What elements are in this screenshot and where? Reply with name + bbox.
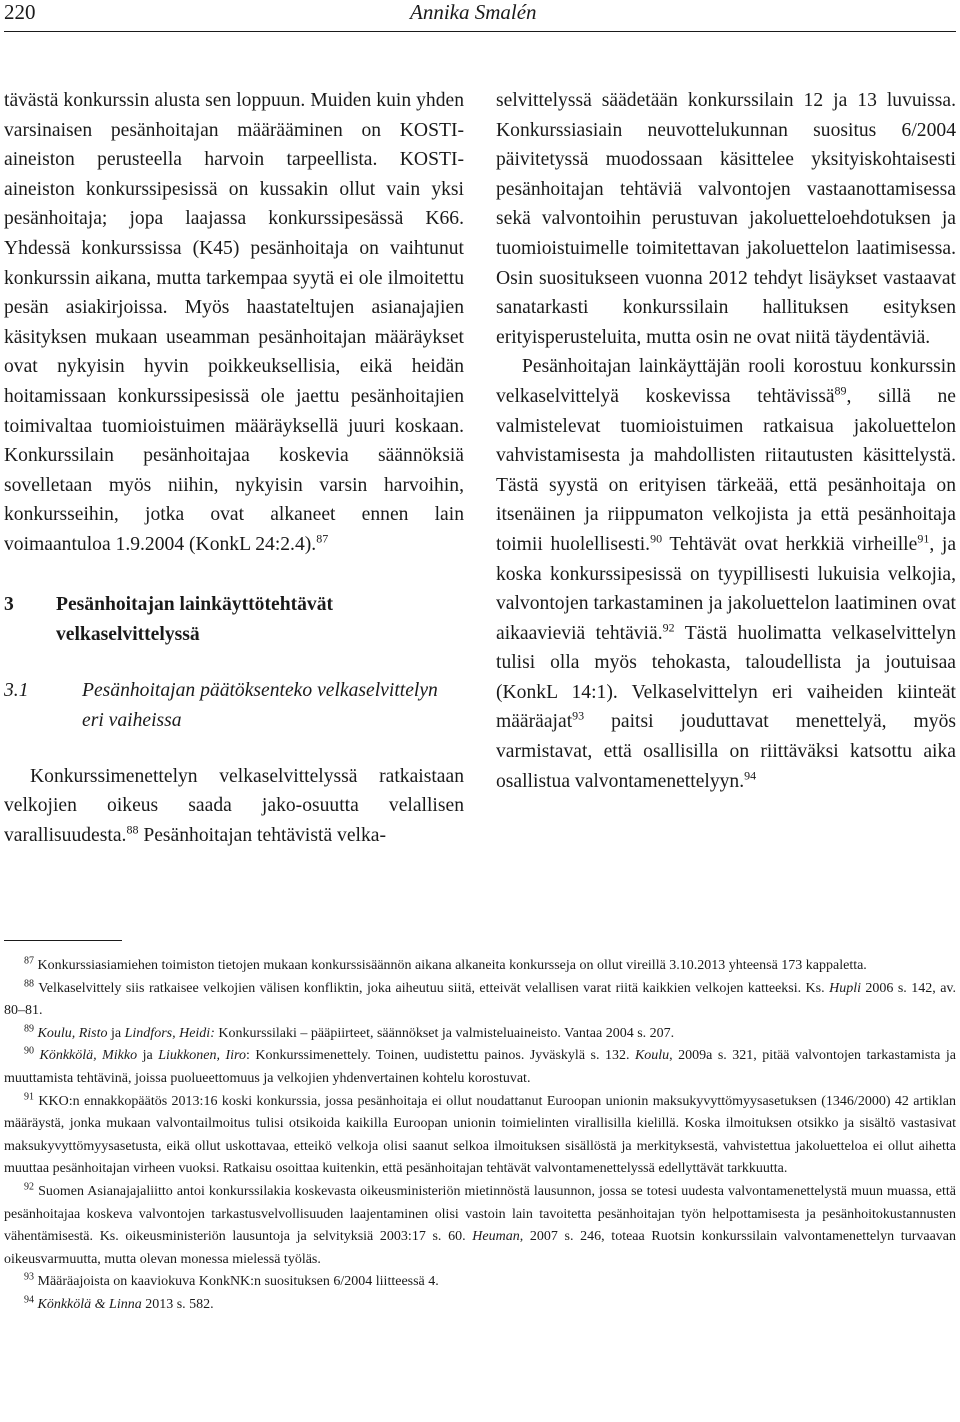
footnote-ref[interactable]: 88	[126, 822, 139, 837]
paragraph-text: tävästä konkurssin alusta sen loppuun. Muiden kuin yhden varsinaisen pesänhoitajan määrääminen on KOSTI-aineiston perusteella harvoin tarpeellista. KOSTI-aineiston konkurssipesissä on kussakin ollut vain yksi pesänhoitaja; jopa laajassa konkurssipesässä K66. Yhdessä konkurssissa (K45) pesänhoitaja on vaihtunut konkurssin aikana, mutta tarkempaa syytä ei ole ilmoitettu pesän asiakirjoissa. Myös haastateltujen asianajajien käsityksen mukaan useamman pesänhoitajan määräykset ovat nykyisin hyvin poikkeuksellisia, eikä heidän hoitamissaan konkurssipesissä ole jaettu pesänhoitajien toimivaltaa tuomioistuimen määräyksellä juuri koskaan. Konkurssilain pesänhoitajaa koskevia säännöksiä sovelletaan myös niihin, nykyisin varsin harvoihin, konkursseihin, jotka ovat alkaneet ennen lain voimaantuloa 1.9.2004 (KonkL 24:2.4).	[4, 90, 464, 555]
footnote-author: Koulu, Risto	[34, 1025, 108, 1041]
paragraph-text: paitsi jouduttavat menettelyä, myös varmistavat, että osallisilla on riittäväksi katsottu aika osallistua valvontamenettelyyn.	[496, 711, 956, 792]
paragraph-text: Tästä huolimatta velkaselvittelyn tulisi olla myös tehokasta, taloudellista ja joutuisaa (KonkL 14:1). Velkaselvittelyn eri vaiheiden kiinteät määräajat	[496, 622, 956, 733]
footnote-92	[4, 1181, 956, 1271]
page-number: 220	[4, 0, 36, 24]
footnote-text: 2013 s. 582.	[141, 1296, 214, 1312]
footnote-text: Konkurssiasiamiehen toimiston tietojen mukaan konkurssisäännön aikana alkaneita konkursseja on ollut vireillä 3.10.2013 yhteensä 173 kappaletta.	[34, 958, 867, 973]
paragraph-text: , ja koska konkurssipesissä on tyypillisesti lukuisia velkojia, valvontojen tarkastaminen ja jakoluettelon laatiminen ovat aikaavieviä tehtäviä.	[496, 533, 957, 644]
body-paragraph	[496, 86, 956, 352]
section-number: 3	[4, 593, 14, 615]
body-paragraph	[4, 762, 464, 851]
footnote-text: Suomen Asianajajaliitto antoi konkurssilakia koskevasta oikeusministeriön mietinnöstä lausunnon, jossa se totesi uudesta valvontamenettelystä muun muassa, että pesänhoitajaa koskeva valvontojen tarkastusvelvollisuuden laajentaminen olisi vastoin lain tavoitetta pesänhoitajan työn helpottamisesta ja pesänhoitokustannusten vähentämisestä. Ks. oikeusministeriön lausuntoja ja selvityksiä 2003:17 s. 60.	[4, 1183, 956, 1245]
section-title: Pesänhoitajan lainkäyttötehtävät velkaselvittelyssä	[56, 593, 334, 645]
running-head	[0, 0, 960, 28]
footnote-text: Velkaselvittely siis ratkaisee velkojien välisen konfliktin, joka aiheutuu siitä, etteivät velallisen varat riitä kaikkien velkojen katteeksi. Ks.	[34, 980, 830, 996]
footnote-ref[interactable]: 91	[917, 531, 930, 546]
footnote-author: Lindfors, Heidi:	[124, 1025, 215, 1041]
footnote-text: Konkurssilaki – pääpiirteet, säännökset ja valmisteluaineisto. Vantaa 2004 s. 207.	[214, 1025, 675, 1041]
footnote-number: 88	[24, 977, 34, 989]
footnote-text: : Konkurssimenettely. Toinen, uudistettu painos. Jyväskylä s. 132.	[245, 1048, 635, 1064]
footnote-ref[interactable]: 87	[316, 531, 329, 546]
subsection-title: Pesänhoitajan päätöksenteko velkaselvittelyn eri vaiheissa	[82, 679, 438, 731]
footnote-88	[4, 978, 956, 1023]
footnote-text: KKO:n ennakkopäätös 2013:16 koski konkurssia, jossa pesänhoitaja ei ollut noudattanut Euroopan unionin maksukyvyttömyysasetuksen (1346/2000) 42 artiklan määräystä, jonka mukaan valvontailmoitus tulisi otsikoida kaikilla Euroopan unionin toimielinten virallisilla kielillä. Koska ilmoituksen otsikko ja sisältö vastasivat maksukyvyttömyysasetusta, eikä ollut uskottavaa, etteikö velkoja olisi saanut selkoa ilmoituksen sisällöstä ja merkityksestä, vahvistettua jakoluetteloa ei ollut aihetta muuttaa pesänhoitajan virheen vuoksi. Ratkaisu osoittaa kuitenkin, että pesänhoitajan tehtävät valvontamenettelyssä edellyttävät tarkkuutta.	[4, 1093, 956, 1177]
footnote-author: Koulu	[634, 1048, 670, 1064]
paragraph-text: Pesänhoitajan lainkäyttäjän rooli korostuu konkurssin velkaselvittelyä koskevissa tehtävissä	[496, 356, 956, 407]
subsection-heading	[4, 676, 464, 736]
footnote-author: Könkkölä, Mikko	[34, 1048, 138, 1064]
running-head-author: Annika Smalén	[410, 0, 537, 24]
right-column	[496, 86, 956, 796]
footnote-ref[interactable]: 89	[834, 383, 847, 398]
subsection-number: 3.1	[4, 679, 29, 701]
footnote-number: 92	[24, 1181, 34, 1193]
footnote-ref[interactable]: 92	[662, 620, 675, 635]
footnote-author: Heuman	[472, 1229, 520, 1245]
footnote-ref[interactable]: 93	[572, 708, 585, 723]
footnote-number: 91	[24, 1090, 34, 1102]
paragraph-text: Konkurssimenettelyn velkaselvittelyssä ratkaistaan velkojien oikeus saada jako-osuutta velallisen varallisuudesta.	[4, 765, 464, 846]
body-paragraph	[4, 86, 464, 560]
footnote-number: 89	[24, 1023, 34, 1035]
footnote-rule	[4, 940, 122, 941]
footnote-author: Könkkölä & Linna	[34, 1296, 142, 1312]
footnote-text: ja	[107, 1025, 125, 1041]
footnote-text: , 2007 s. 246, toteaa Ruotsin konkurssilain valvontamenettelyn turvaavan oikeusvarmuutta, mutta olevan monessa mielessä työläs.	[4, 1229, 956, 1267]
footnote-author: Hupli	[829, 980, 861, 996]
footnote-93	[4, 1271, 956, 1294]
left-column	[4, 86, 464, 850]
body-paragraph	[496, 352, 956, 796]
footnote-94	[4, 1294, 956, 1317]
header-rule	[4, 31, 956, 32]
footnote-text: 2006 s. 142, av. 80–81.	[4, 980, 956, 1019]
footnote-90	[4, 1045, 956, 1090]
footnote-89	[4, 1023, 956, 1046]
footnote-number: 94	[24, 1294, 34, 1306]
footnote-ref[interactable]: 90	[650, 531, 663, 546]
footnote-number: 87	[24, 955, 34, 967]
footnote-number: 90	[24, 1045, 34, 1057]
paragraph-text: , sillä ne valmistelevat tuomioistuimen ratkaisua jakoluettelon vahvistamisesta ja mahdollisten riitautusten käsittelystä. Tästä syystä on erityisen tärkeää, että pesänhoitaja on itsenäinen ja riippumaton velkojista ja että pesänhoitaja toimii huolellisesti.	[496, 385, 957, 555]
paragraph-text: Tehtävät ovat herkkiä virheille	[662, 533, 918, 555]
footnote-author: Liukkonen, Iiro	[158, 1048, 246, 1064]
footnote-87	[4, 955, 956, 978]
paragraph-text: Pesänhoitajan tehtävistä velka-	[138, 824, 386, 846]
section-heading	[4, 590, 464, 650]
footnote-number: 93	[24, 1271, 34, 1283]
paragraph-text: selvittelyssä säädetään konkurssilain 12 ja 13 luvuissa. Konkurssiasiain neuvottelukunnan suositus 6/2004 päivitetyssä muodossaan käsittelee yksityiskohtaisesti pesänhoitajan tehtäviä valvontojen vastaanottamisessa sekä valvontoihin perustuvan jakoluetteloehdotuksen ja tuomioistuimelle toimitettavan jakoluettelon laatimisessa. Osin suositukseen vuonna 2012 tehdyt lisäykset vastaavat sanatarkasti konkurssilain hallituksen esityksen erityisperusteluita, mutta osin ne ovat niitä täydentäviä.	[496, 90, 956, 348]
footnote-91	[4, 1091, 956, 1181]
footnote-text: Määräajoista on kaaviokuva KonkNK:n suosituksen 6/2004 liitteessä 4.	[34, 1274, 439, 1290]
footnote-ref[interactable]: 94	[744, 768, 757, 783]
footnote-text: , 2009a s. 321, pitää valvontojen tarkastamista ja muuttamista tehtävinä, joissa puolueettomuus ja velkojien yhdenvertainen kohtelu korostuvat.	[4, 1048, 956, 1086]
footnote-text: ja	[137, 1048, 159, 1064]
footnotes	[4, 955, 956, 1317]
